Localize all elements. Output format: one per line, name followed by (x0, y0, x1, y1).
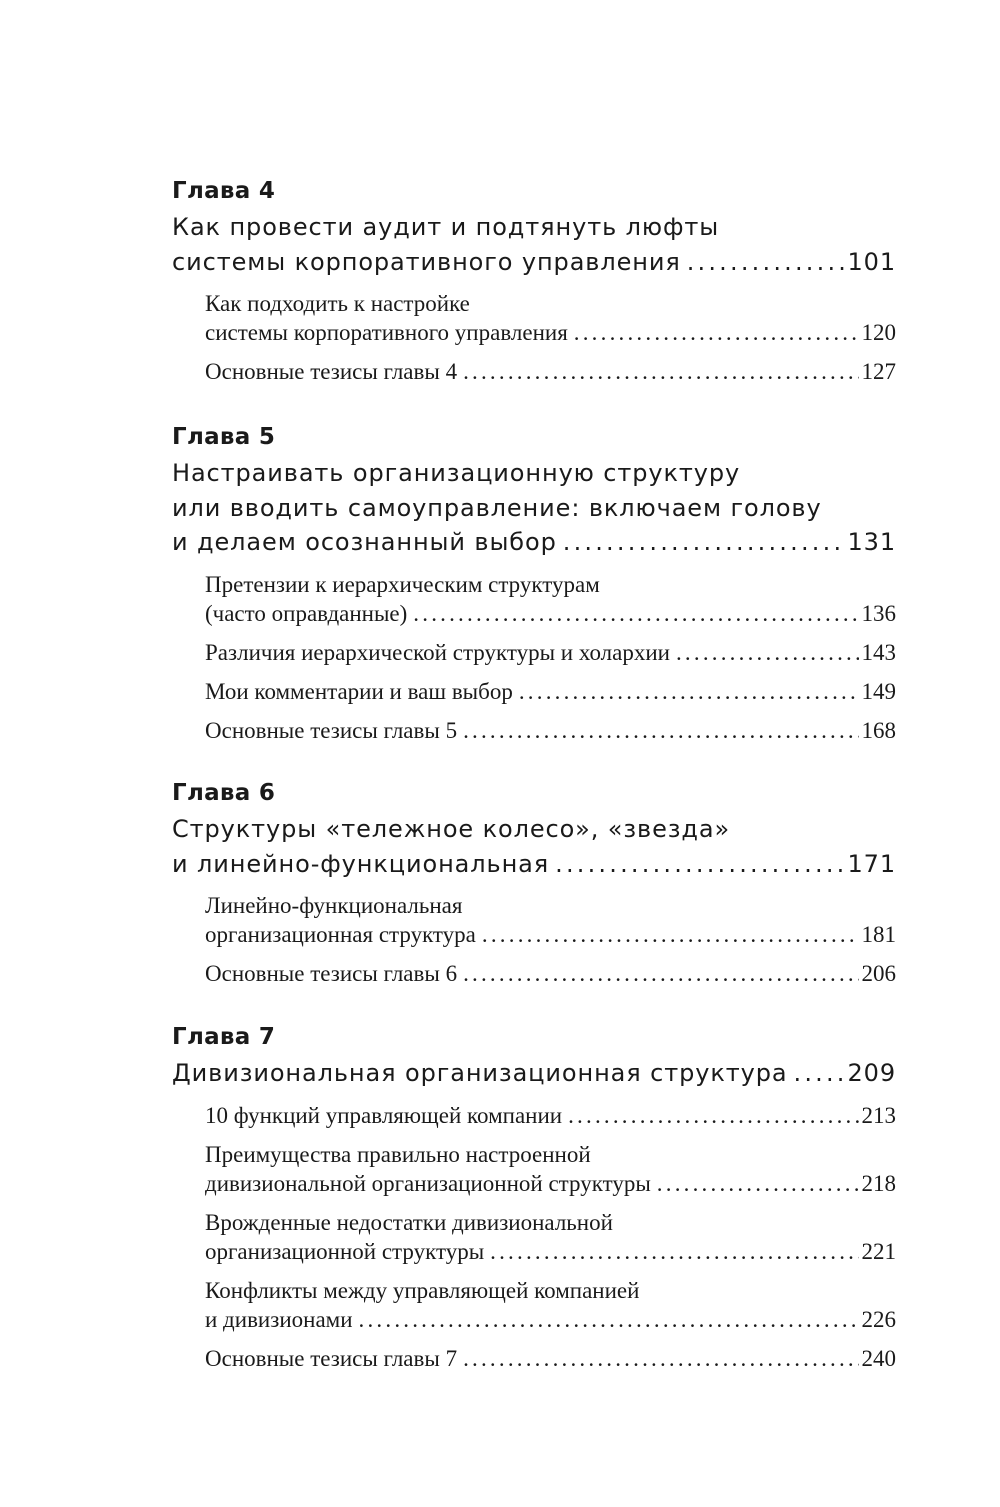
page-number: 240 (861, 1345, 896, 1371)
title-line: Структуры «тележное колесо», «звезда» (172, 815, 731, 843)
section-last-line (205, 1305, 896, 1334)
leader-dots (676, 638, 859, 667)
page-number: 181 (861, 922, 896, 947)
page-number: 226 (861, 1306, 896, 1332)
section-line: (часто оправданные) (205, 600, 408, 626)
page-number: 136 (861, 600, 896, 626)
page-number: 171 (847, 849, 896, 878)
section-line: Основные тезисы главы 4 (205, 359, 458, 384)
section-line: Основные тезисы главы 7 (205, 1345, 458, 1371)
chapter-title (172, 812, 896, 881)
page-number: 218 (861, 1170, 896, 1196)
page-number: 209 (847, 1059, 896, 1087)
section-entry (172, 891, 896, 949)
leader-dots (568, 1101, 858, 1130)
page-number: 213 (861, 1102, 896, 1128)
leader-dots (563, 525, 845, 560)
leader-dots (519, 677, 859, 706)
section-line: Врожденные недостатки дивизиональной (205, 1209, 613, 1235)
section-entry (172, 357, 896, 386)
chapter-4 (172, 176, 896, 386)
section-entry (172, 716, 896, 745)
section-entry (172, 1344, 896, 1373)
chapter-title (172, 456, 896, 560)
section-entry (172, 289, 896, 347)
page-number: 143 (861, 639, 896, 665)
section-line: Преимущества правильно настроенной (205, 1141, 591, 1167)
chapter-title (172, 1056, 896, 1091)
leader-dots (463, 716, 858, 745)
chapter-label: Глава 7 (172, 1024, 276, 1050)
section-last-line (205, 638, 896, 667)
section-last-line (205, 1237, 896, 1266)
section-line: дивизиональной организационной структуры (205, 1170, 651, 1196)
leader-dots (657, 1169, 859, 1198)
chapter-6 (172, 778, 896, 988)
section-line: и дивизионами (205, 1306, 353, 1332)
section-last-line (205, 1101, 896, 1130)
section-entry (172, 959, 896, 988)
leader-dots (463, 357, 858, 386)
title-last-line (172, 245, 896, 280)
section-line: организационной структуры (205, 1238, 485, 1264)
section-entry (172, 677, 896, 706)
title-line: и делаем осознанный выбор (172, 528, 557, 556)
chapter-7 (172, 1022, 896, 1373)
title-line: Дивизиональная организационная структура (172, 1059, 788, 1087)
leader-dots (463, 959, 858, 988)
section-last-line (205, 716, 896, 745)
title-line: Настраивать организационную структуру (172, 459, 741, 487)
section-line: Различия иерархической структуры и холархии (205, 639, 670, 665)
title-line: или вводить самоуправление: включаем голову (172, 493, 822, 522)
leader-dots (687, 245, 845, 280)
leader-dots (413, 599, 858, 628)
section-last-line (205, 677, 896, 706)
title-last-line (172, 525, 896, 560)
section-last-line (205, 1344, 896, 1373)
section-last-line (205, 318, 896, 347)
page-number: 206 (861, 961, 896, 986)
leader-dots (463, 1344, 858, 1373)
section-entry (172, 1101, 896, 1130)
page-number: 127 (861, 359, 896, 384)
section-entry (172, 1140, 896, 1198)
page-number: 221 (861, 1238, 896, 1264)
section-line: Мои комментарии и ваш выбор (205, 678, 513, 704)
section-last-line (205, 959, 896, 988)
page-number: 120 (861, 320, 896, 345)
leader-dots (574, 318, 859, 347)
leader-dots (555, 847, 844, 882)
chapter-label: Глава 6 (172, 780, 276, 806)
section-line: 10 функций управляющей компании (205, 1102, 563, 1128)
leader-dots (793, 1056, 844, 1091)
section-last-line (205, 599, 896, 628)
title-line: и линейно-функциональная (172, 849, 550, 878)
section-line: системы корпоративного управления (205, 320, 568, 345)
title-last-line (172, 847, 896, 882)
section-last-line (205, 357, 896, 386)
chapter-5 (172, 422, 896, 745)
section-entry (172, 1276, 896, 1334)
section-last-line (205, 920, 896, 949)
leader-dots (482, 920, 859, 949)
section-line: Основные тезисы главы 6 (205, 961, 458, 986)
page-number: 149 (861, 678, 896, 704)
chapter-label: Глава 5 (172, 424, 276, 450)
section-line: Претензии к иерархическим структурам (205, 571, 600, 597)
page-number: 101 (847, 247, 896, 276)
chapter-label: Глава 4 (172, 178, 276, 204)
page-number: 168 (861, 717, 896, 743)
leader-dots (490, 1237, 858, 1266)
title-last-line (172, 1056, 896, 1091)
section-entry (172, 1208, 896, 1266)
section-line: Основные тезисы главы 5 (205, 717, 458, 743)
title-line: системы корпоративного управления (172, 247, 681, 276)
title-line: Как провести аудит и подтянуть люфты (172, 213, 720, 241)
section-line: Линейно-функциональная (205, 893, 463, 918)
section-last-line (205, 1169, 896, 1198)
section-entry (172, 638, 896, 667)
leader-dots (359, 1305, 859, 1334)
section-line: организационная структура (205, 922, 476, 947)
page-number: 131 (847, 528, 896, 556)
chapter-title (172, 210, 896, 279)
section-entry (172, 570, 896, 628)
section-line: Как подходить к настройке (205, 291, 470, 316)
section-line: Конфликты между управляющей компанией (205, 1277, 640, 1303)
